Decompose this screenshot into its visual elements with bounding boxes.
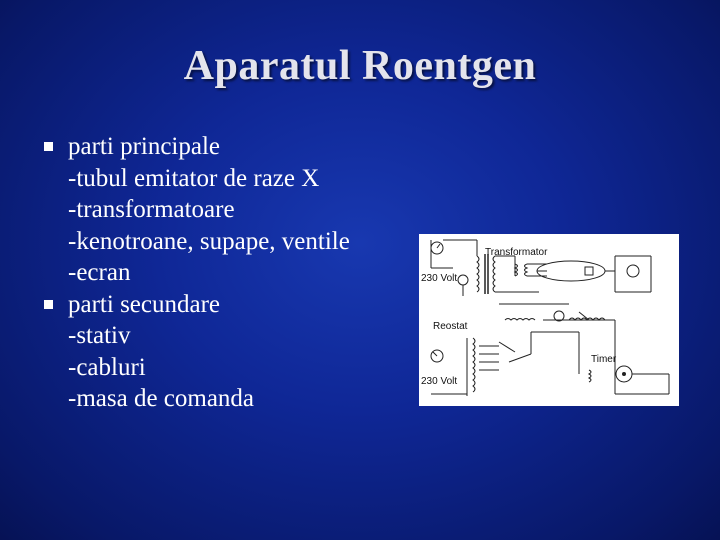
diagram-label-volts-top: 230 Volt [421,273,458,284]
rheostat-icon [505,319,535,321]
list-item: -cabluri [68,353,146,381]
list-item: -tubul emitator de raze X [68,164,320,192]
autotransformer-icon [473,338,475,392]
list-item: -kenotroane, supape, ventile [68,227,350,255]
xray-circuit-diagram [419,234,679,406]
slide-title: Aparatul Roentgen [183,43,537,89]
circuit-schematic [419,234,679,406]
bullet-heading: parti secundare [68,290,221,318]
list-item: -stativ [68,322,131,349]
list-item: -transformatoare [68,196,235,223]
secondary-coil-icon [493,256,495,292]
diagram-label-volts-bottom: 230 Volt [421,376,458,387]
bullet-heading: parti principale [68,133,221,160]
diagram-label-reostat: Reostat [433,321,468,332]
list-item: -ecran [68,259,131,286]
diagram-label-timer: Timer [591,354,617,365]
ammeter-icon [458,275,468,285]
primary-coil-icon [477,256,479,292]
bullet-secondary-parts [40,289,400,415]
square-bullet-icon [44,300,53,309]
bullet-main-parts [40,131,400,289]
kenotron-icon [627,265,639,277]
square-bullet-icon [44,142,53,151]
bullet-list [40,131,400,415]
xray-tube-icon [537,261,605,281]
list-item: -masa de comanda [68,385,255,412]
diagram-label-transformator: Transformator [485,247,548,258]
